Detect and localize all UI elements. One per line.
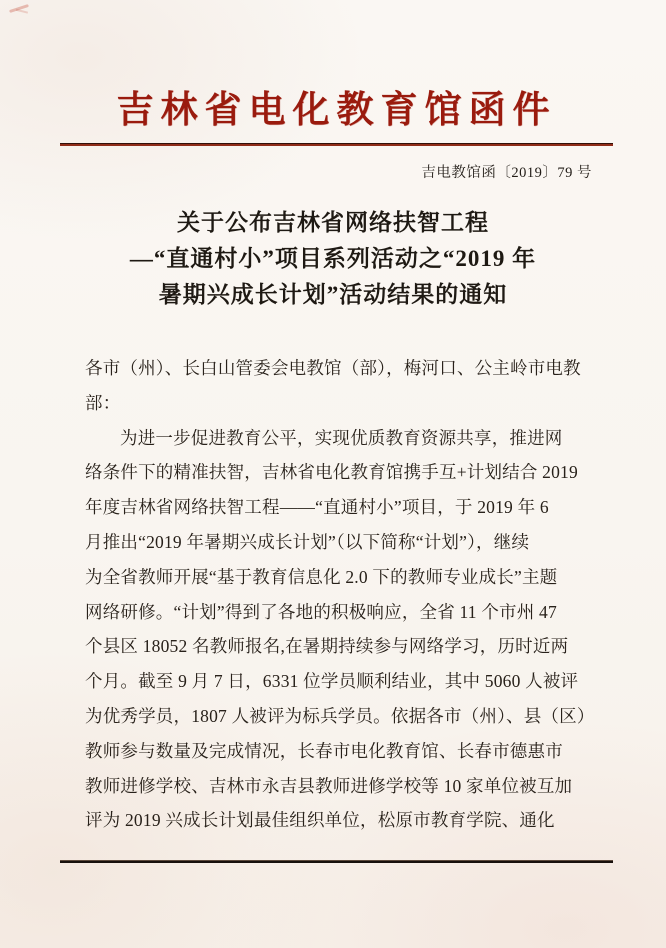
body-line: 为优秀学员，1807 人被评为标兵学员。依据各市（州）、县（区） — [85, 705, 595, 726]
notice-body — [85, 351, 601, 838]
letterhead-title: 吉林省电化教育馆函件 — [116, 90, 557, 131]
body-line: 评为 2019 兴成长计划最佳组织单位，松原市教育学院、通化 — [85, 810, 555, 831]
body-line: 个月。截至 9 月 7 日，6331 位学员顺利结业，其中 5060 人被评 — [85, 671, 579, 692]
body-line: 网络研修。“计划”得到了各地的积极响应，全省 11 个市州 47 — [85, 601, 557, 622]
body-line: 个县区 18052 名教师报名,在暑期持续参与网络学习，历时近两 — [85, 636, 569, 657]
body-line: 教师参与数量及完成情况，长春市电化教育馆、长春市德惠市 — [85, 740, 563, 761]
notice-title-line: —“直通村小”项目系列活动之“2019 年 — [129, 246, 537, 271]
body-line: 月推出“2019 年暑期兴成长计划”（以下简称“计划”），继续 — [85, 531, 530, 552]
document-number: 吉电教馆函〔2019〕79 号 — [421, 165, 592, 181]
letterhead-red-rule — [60, 143, 613, 146]
body-line: 为全省教师开展“基于教育信息化 2.0 下的教师专业成长”主题 — [85, 566, 558, 587]
notice-title-line: 暑期兴成长计划”活动结果的通知 — [158, 282, 508, 307]
red-pen-mark-icon — [9, 4, 29, 13]
salutation-line: 各市（州）、长白山管委会电教馆（部），梅河口、公主岭市电教 — [85, 358, 581, 378]
body-line: 教师进修学校、吉林市永吉县教师进修学校等 10 家单位被互加 — [85, 775, 573, 796]
notice-title-line: 关于公布吉林省网络扶智工程 — [177, 210, 489, 235]
body-line: 络条件下的精准扶智，吉林省电化教育馆携手互+计划结合 2019 — [85, 462, 578, 483]
notice-title — [0, 205, 666, 313]
body-line: 年度吉林省网络扶智工程——“直通村小”项目，于 2019 年 6 — [85, 497, 549, 518]
body-line: 为进一步促进教育公平，实现优质教育资源共享，推进网 — [120, 427, 563, 448]
salutation-line: 部： — [85, 392, 121, 413]
footer-rule — [60, 860, 613, 863]
